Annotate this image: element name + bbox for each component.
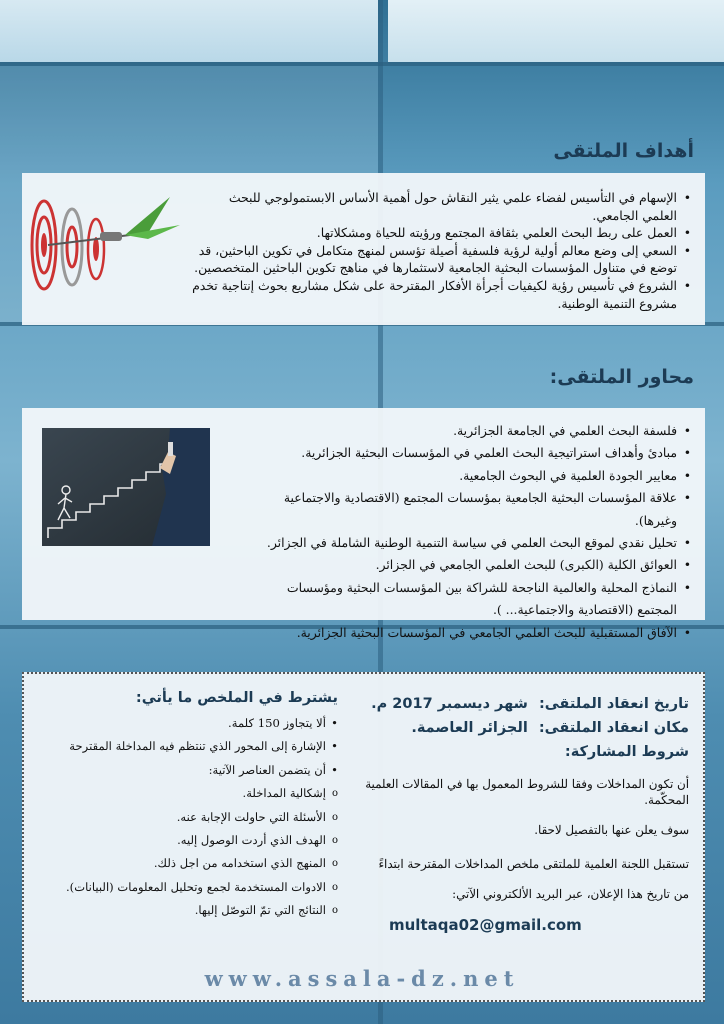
bg-tile <box>0 0 378 62</box>
website-link[interactable]: www.assala-dz.net <box>204 966 520 991</box>
list-item: • علاقة المؤسسات البحثية الجامعية بمؤسسات المجتمع (الاقتصادية والاجتماعية وغيرها). <box>251 487 691 532</box>
stairs-chalk-illustration <box>42 428 210 546</box>
axes-panel <box>22 408 705 640</box>
place-row <box>359 716 689 740</box>
info-panel <box>22 672 705 1002</box>
list-item: • الإشارة إلى المحور الذي تنتظم فيه المداخلة المقترحة <box>38 735 338 758</box>
place-value: الجزائر العاصمة. <box>411 720 528 736</box>
place-label: مكان انعقاد الملتقى: <box>538 720 689 736</box>
condition-text: من تاريخ هذا الإعلان، عبر البريد الألكتروني الآتي: <box>452 887 689 901</box>
list-item: o النتائج التي تمّ التوصّل إليها. <box>38 899 338 922</box>
list-item: o المنهج الذي استخدامه من اجل ذلك. <box>38 852 338 875</box>
list-item: • فلسفة البحث العلمي في الجامعة الجزائرية. <box>251 420 691 442</box>
summary-title: يشترط في الملخص ما يأتي: <box>135 690 338 706</box>
participation-info <box>359 692 689 934</box>
summary-list <box>38 712 338 923</box>
list-item: • الشروع في تأسيس رؤية لكيفيات أجرأة الأفكار المقترحة على شكل مشاريع بحوث إنتاجية تخدم مشروع التنمية الوطنية. <box>191 277 691 312</box>
dartboard-icon <box>30 185 190 305</box>
list-item: • العمل على ربط البحث العلمي بثقافة المجتمع ورؤيته للحياة ومشكلاتها. <box>191 224 691 242</box>
date-row <box>359 692 689 716</box>
axes-title: محاور الملتقى: <box>549 366 694 388</box>
list-item: • الآفاق المستقبلية للبحث العلمي الجامعي في المؤسسات البحثية الجزائرية. <box>251 622 691 644</box>
bg-tile <box>388 0 724 62</box>
list-item: • العوائق الكلية (الكبرى) للبحث العلمي الجامعي في الجزائر. <box>251 554 691 576</box>
list-item: • معايير الجودة العلمية في البحوث الجامعية. <box>251 465 691 487</box>
email-link[interactable]: multaqa02@gmail.com <box>389 916 582 934</box>
list-item: o الأسئلة التي حاولت الإجابة عنه. <box>38 806 338 829</box>
list-item: • النماذج المحلية والعالمية الناجحة للشراكة بين المؤسسات البحثية ومؤسسات المجتمع (الاقتصادية والاجتماعية... ). <box>251 577 691 622</box>
list-item: • الإسهام في التأسيس لفضاء علمي يثير النقاش حول أهمية الأساس الابستمولوجي للبحث العلمي الجامعي. <box>191 189 691 224</box>
list-item: • ألا يتجاوز 150 كلمة. <box>38 712 338 735</box>
goals-list <box>191 189 691 312</box>
condition-text: أن تكون المداخلات وفقا للشروط المعمول بها في المقالات العلمية المحكّمة. <box>365 777 689 807</box>
list-item: • مبادئ وأهداف استراتيجية البحث العلمي في المؤسسات البحثية الجزائرية. <box>251 442 691 464</box>
condition-text: سوف يعلن عنها بالتفصيل لاحقا. <box>534 823 689 837</box>
list-item: • أن يتضمن العناصر الآتية: <box>38 759 338 782</box>
goals-title: أهداف الملتقى <box>553 140 694 162</box>
date-label: تاريخ انعقاد الملتقى: <box>538 696 689 712</box>
conditions-title: شروط المشاركة: <box>564 744 689 760</box>
axes-list <box>251 420 691 644</box>
date-value: شهر ديسمبر 2017 م. <box>371 696 528 712</box>
list-item: • تحليل نقدي لموقع البحث العلمي في سياسة التنمية الوطنية الشاملة في الجزائر. <box>251 532 691 554</box>
summary-requirements <box>38 690 338 923</box>
list-item: o الهدف الذي أردت الوصول إليه. <box>38 829 338 852</box>
list-item: o إشكالية المداخلة. <box>38 782 338 805</box>
goals-panel <box>22 173 705 325</box>
list-item: • السعي إلى وضع معالم أولية لرؤية فلسفية أصيلة تؤسس لمنهج متكامل في تكوين الباحثين، قد توضع في متناول المؤسسات البحثية الجامعية لاستثمارها في مناهج تكوين الباحثين المتخصصين. <box>191 242 691 277</box>
condition-text: تستقبل اللجنة العلمية للملتقى ملخص المداخلات المقترحة ابتداءً <box>378 857 689 871</box>
list-item: o الادوات المستخدمة لجمع وتحليل المعلومات (البيانات). <box>38 876 338 899</box>
